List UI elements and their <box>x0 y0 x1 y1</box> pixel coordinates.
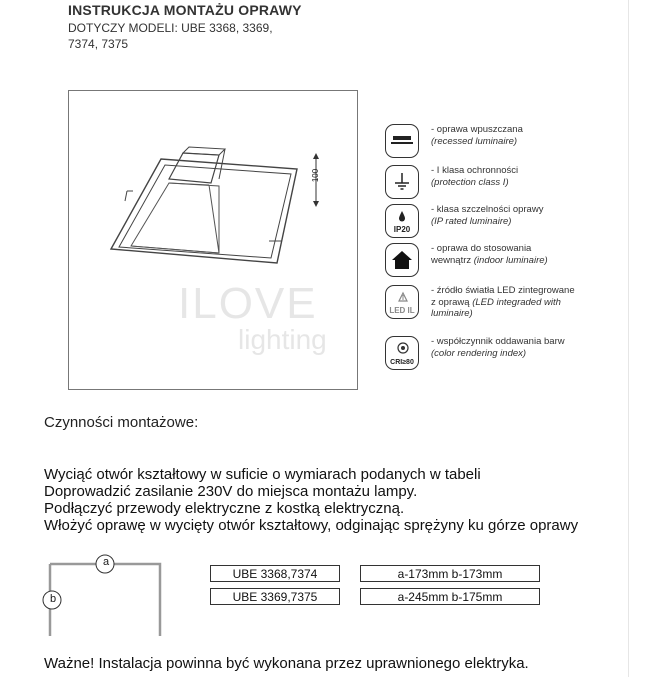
watermark-text-lighting: lighting <box>238 324 327 355</box>
legend-protection-en: (protection class I) <box>431 176 509 188</box>
legend-item-cri <box>385 336 645 372</box>
protection-class-icon <box>385 165 419 199</box>
ip20-icon <box>385 204 419 238</box>
recessed-luminaire-icon <box>385 124 419 158</box>
models-note <box>68 20 338 52</box>
indoor-house-icon <box>385 243 419 277</box>
legend-cri-pl: - współczynnik oddawania barw <box>431 336 565 347</box>
legend-item-indoor <box>385 243 645 279</box>
instruction-step: Włożyć oprawę w wycięty otwór kształtowy, odginając sprężyny ku górze oprawy <box>44 517 579 534</box>
legend-led-en2: luminaire) <box>431 308 473 319</box>
legend-recessed-pl: - oprawa wpuszczana <box>431 124 523 135</box>
legend-item-protection-class <box>385 165 645 201</box>
document-title: INSTRUKCJA MONTAŻU OPRAWY <box>68 2 302 18</box>
legend-item-recessed <box>385 124 645 160</box>
instructions-heading: Czynności montażowe: <box>44 414 199 431</box>
instruction-steps <box>44 466 578 534</box>
legend-led-pl: - źródło światła LED zintegrowane <box>431 285 575 296</box>
legend-recessed-en: (recessed luminaire) <box>431 135 518 147</box>
table-cell-model: UBE 3369,7375 <box>210 588 340 605</box>
legend-item-ip20 <box>385 204 645 240</box>
legend-led-pl2: z oprawą <box>431 296 473 308</box>
legend-led-en: (LED integraded with <box>472 296 561 308</box>
instruction-step: Podłączyć przewody elektryczne z kostką elektryczną. <box>44 500 405 517</box>
legend-indoor-en: (indoor luminaire) <box>473 254 548 266</box>
led-icon-label: LED IL <box>389 306 415 315</box>
models-line-2: 7374, 7375 <box>68 37 129 51</box>
watermark-text-love: ILOVE <box>178 279 318 328</box>
cri-icon-label: CRI≥80 <box>390 359 414 366</box>
safety-warning: Ważne! Instalacja powinna być wykonana przez uprawnionego elektryka. <box>44 655 529 672</box>
models-line-1: DOTYCZY MODELI: UBE 3368, 3369, <box>68 21 273 35</box>
led-integrated-icon <box>385 285 419 319</box>
height-dimension-label: 100 <box>311 168 321 183</box>
dimension-a-label: a <box>102 556 110 568</box>
instruction-step: Doprowadzić zasilanie 230V do miejsca montażu lampy. <box>44 483 418 500</box>
page-edge-divider <box>628 0 629 677</box>
dimension-b-label: b <box>49 593 57 605</box>
legend-indoor-pl2: wewnątrz <box>431 254 474 266</box>
legend-item-led <box>385 285 645 325</box>
legend-ip-pl: - klasa szczelności oprawy <box>431 204 544 215</box>
table-cell-size: a-245mm b-175mm <box>360 588 540 605</box>
legend-indoor-pl: - oprawa do stosowania <box>431 243 532 254</box>
table-cell-model: UBE 3368,7374 <box>210 565 340 582</box>
instruction-step: Wyciąć otwór kształtowy w suficie o wymiarach podanych w tabeli <box>44 466 481 483</box>
legend-protection-pl: - I klasa ochronności <box>431 165 519 176</box>
cri-icon <box>385 336 419 370</box>
legend-cri-en: (color rendering index) <box>431 347 527 359</box>
watermark-logo <box>178 279 327 355</box>
ip20-icon-label: IP20 <box>393 225 411 234</box>
legend-ip-en: (IP rated luminaire) <box>431 215 512 227</box>
table-cell-size: a-173mm b-173mm <box>360 565 540 582</box>
